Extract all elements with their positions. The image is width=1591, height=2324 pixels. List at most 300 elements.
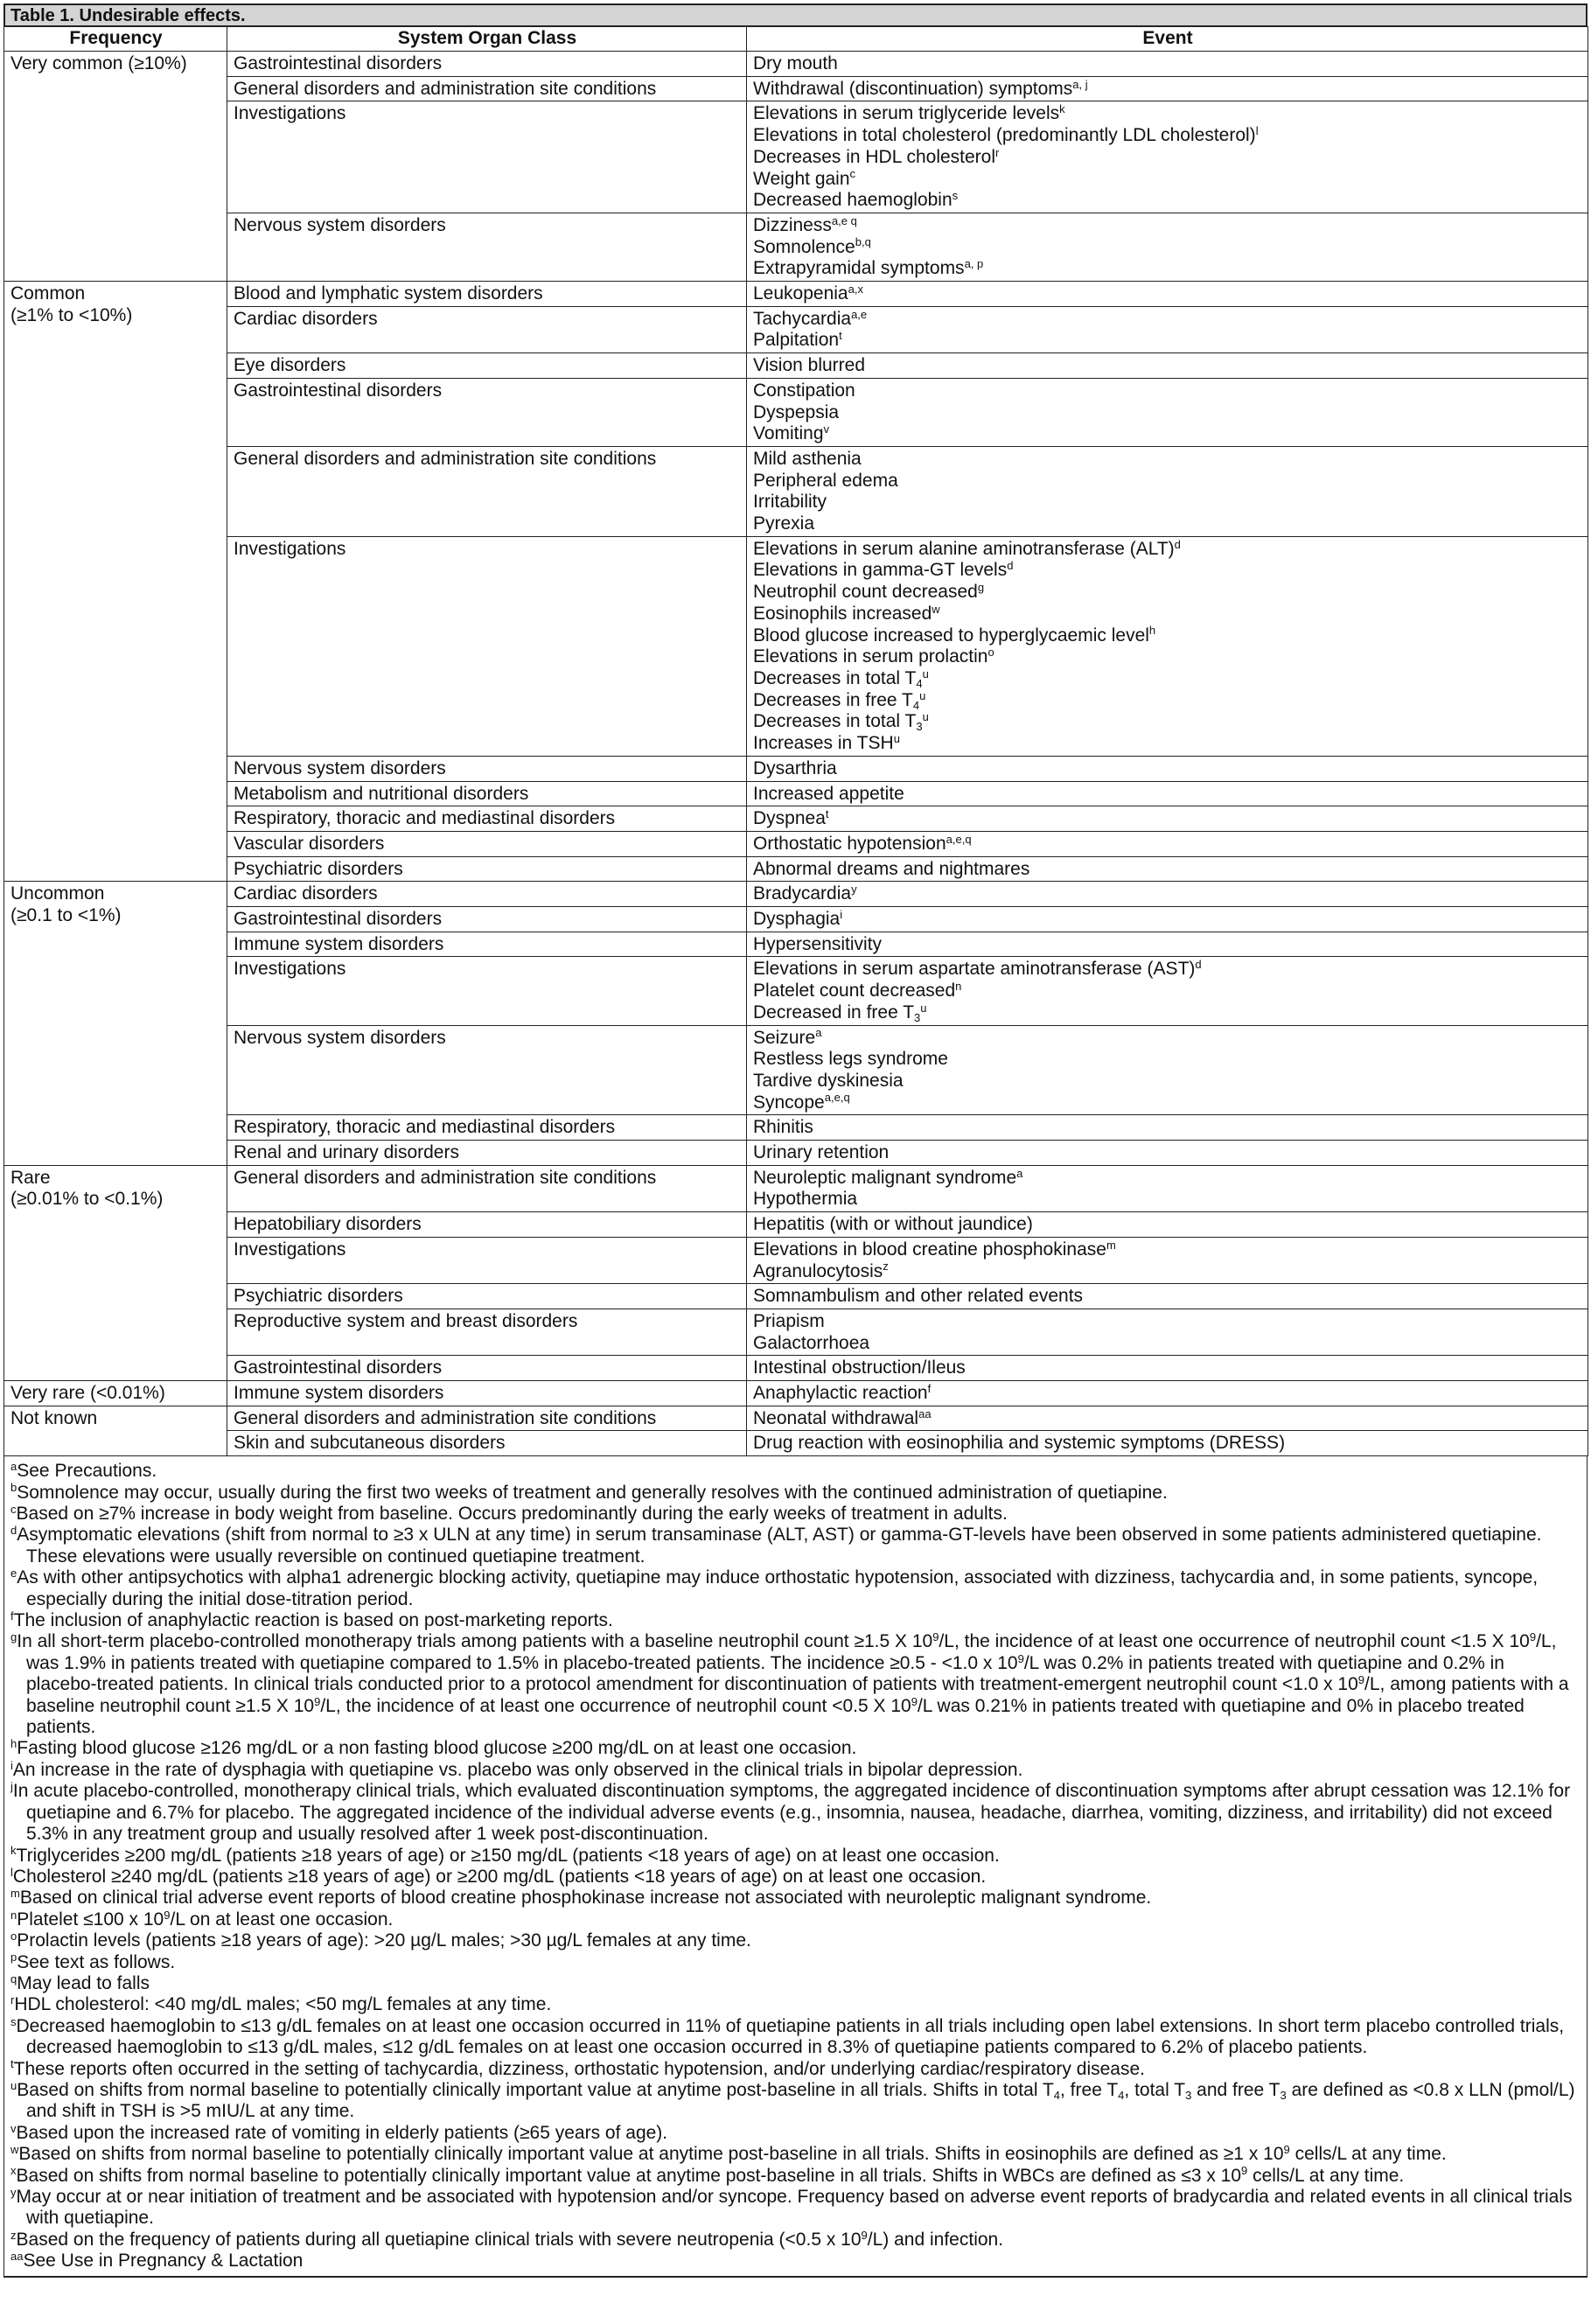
event-cell xyxy=(747,831,1588,856)
table-row xyxy=(4,1237,1588,1283)
footnote: $^z$Based on the frequency of patients during all quetiapine clinical trials with severe neutropenia (<0.5 x $10^9/L$) and infection. xyxy=(10,2228,1004,2250)
event-cell xyxy=(747,756,1588,781)
superscript: 9 xyxy=(911,1694,918,1708)
footnote: $^o$Prolactin levels (patients ≥18 years of age): >20 µg/L males; >30 µg/L females at any time. xyxy=(10,1929,751,1951)
table-row xyxy=(4,957,1588,1025)
event-item: Urinary retention xyxy=(753,1142,890,1163)
system-organ-class-label: Renal and urinary disorders xyxy=(234,1142,459,1163)
superscript: e xyxy=(10,1567,17,1581)
frequency-label: Uncommon xyxy=(10,883,105,904)
event-item: Platelet count decreased$^n$ xyxy=(753,979,962,1001)
event-item: Hepatitis (with or without jaundice) xyxy=(753,1214,1033,1235)
superscript: t xyxy=(825,807,829,821)
event-item: Increases in TSH$^u$ xyxy=(753,731,900,754)
superscript: u xyxy=(893,731,900,745)
frequency-cell xyxy=(4,1381,227,1406)
frequency-cell xyxy=(4,1165,227,1380)
system-organ-class-label: Respiratory, thoracic and mediastinal disorders xyxy=(234,808,616,829)
table-body xyxy=(4,52,1588,1456)
system-organ-class-label: Nervous system disorders xyxy=(234,757,446,778)
superscript: n xyxy=(10,1908,17,1922)
superscript: i xyxy=(10,1758,13,1772)
system-organ-class-cell xyxy=(227,213,747,281)
event-item: Dizziness$^{a,e q}$ xyxy=(753,213,857,235)
footnote: $^{aa}$See Use in Pregnancy & Lactation xyxy=(10,2250,304,2272)
table-row xyxy=(4,282,1588,307)
event-item: Dyspnea$^t$ xyxy=(753,807,829,829)
column-header-event: Event xyxy=(747,27,1588,52)
superscript: d xyxy=(1007,559,1014,573)
footnote: $^h$Fasting blood glucose ≥126 mg/dL or a non fasting blood glucose ≥200 mg/dL on at least one occasion. xyxy=(10,1737,857,1759)
table-row xyxy=(4,1115,1588,1141)
footnote: $^k$Triglycerides ≥200 mg/dL (patients ≥18 years of age) or ≥150 mg/dL (patients <18 years of age) on at least one occasion. xyxy=(10,1844,1000,1866)
superscript: m xyxy=(1106,1238,1116,1252)
event-item: Decreases in free $T_4^u$ xyxy=(753,688,926,712)
frequency-label: (≥1% to <10%) xyxy=(10,304,133,325)
undesirable-effects-table xyxy=(3,26,1588,1456)
system-organ-class-cell xyxy=(227,1406,747,1431)
event-cell xyxy=(747,957,1588,1025)
superscript: aa xyxy=(918,1406,932,1420)
superscript: s xyxy=(952,189,959,203)
superscript: z xyxy=(883,1260,889,1274)
event-item: Syncope$^{a,e,q}$ xyxy=(753,1091,850,1113)
system-organ-class-label: Gastrointestinal disorders xyxy=(234,380,443,401)
superscript: u xyxy=(922,666,929,680)
system-organ-class-label: Cardiac disorders xyxy=(234,308,378,329)
event-item: Vision blurred xyxy=(753,355,866,376)
event-cell xyxy=(747,1284,1588,1309)
frequency-cell xyxy=(4,1406,227,1455)
event-item: Blood glucose increased to hyperglycaemic level$^h$ xyxy=(753,624,1156,646)
frequency-label: (≥0.1 to <1%) xyxy=(10,905,122,926)
system-organ-class-cell xyxy=(227,907,747,932)
footnote: $^g$In all short-term placebo-controlled monotherapy trials among patients with a baseline neutrophil count ≥1.5 X $10^9/L$, the incidence of at least one occurrence of neutrophil count <1.5 X $10^9/L$, was 1.9% in patients treated with quetiapine compared to 1.5% in placebo-treated patients. The incidence ≥0.5 - <1.0 x $10^9/L$ was 0.2% in patients treated with quetiapine and 0.2% in placebo-treated patients. In clinical trials conducted prior to a protocol amendment for discontinuation of patients with treatment-emergent neutrophil count <1.0 x $10^9/L$, among patients with a baseline neutrophil count ≥1.5 X $10^9/L$, the incidence of at least one occurrence of neutrophil count <0.5 X $10^9/L$ was 0.21% in patients treated with quetiapine and 0% in placebo treated patients. xyxy=(10,1630,1569,1738)
event-cell xyxy=(747,1309,1588,1355)
subscript: 3 xyxy=(916,720,923,734)
superscript: d xyxy=(10,1524,17,1538)
superscript: i xyxy=(840,907,843,921)
table-row xyxy=(4,882,1588,907)
superscript: 9 xyxy=(314,1694,321,1708)
superscript: 9 xyxy=(1283,2143,1290,2157)
frequency-label: (≥0.01% to <0.1%) xyxy=(10,1189,164,1210)
table-row xyxy=(4,1284,1588,1309)
system-organ-class-label: General disorders and administration site conditions xyxy=(234,1407,657,1428)
system-organ-class-label: Nervous system disorders xyxy=(234,214,446,235)
footnote: $^l$Cholesterol ≥240 mg/dL (patients ≥18 years of age) or ≥200 mg/dL (patients <18 years of age) on at least one occasion. xyxy=(10,1865,987,1887)
event-cell xyxy=(747,1431,1588,1456)
system-organ-class-label: General disorders and administration site conditions xyxy=(234,1167,657,1188)
event-item: Decreased in free $T_3^u$ xyxy=(753,1001,927,1024)
superscript: a,e q xyxy=(831,213,857,227)
event-item: Hypothermia xyxy=(753,1189,858,1210)
frequency-label: Very common (≥10%) xyxy=(10,53,187,73)
document xyxy=(3,3,1588,2278)
frequency-label: Rare xyxy=(10,1167,51,1188)
frequency-cell xyxy=(4,282,227,882)
frequency-label: Not known xyxy=(10,1407,98,1428)
superscript: a,e,q xyxy=(824,1091,850,1105)
table-row xyxy=(4,446,1588,536)
subscript: 3 xyxy=(1280,2088,1287,2102)
event-item: Priapism xyxy=(753,1310,825,1331)
subscript: 3 xyxy=(1185,2088,1192,2102)
superscript: 9 xyxy=(861,2228,868,2242)
frequency-cell xyxy=(4,52,227,282)
superscript: f xyxy=(927,1381,932,1395)
superscript: j xyxy=(10,1780,13,1794)
frequency-cell xyxy=(4,882,227,1165)
event-cell xyxy=(747,1141,1588,1166)
event-item: Dyspepsia xyxy=(753,401,840,422)
footnote: $^w$Based on shifts from normal baseline to potentially clinically important value at anytime post-baseline in all trials. Shifts in eosinophils are defined as ≥1 x $10^9$ cells/L at any time. xyxy=(10,2143,1447,2165)
system-organ-class-label: Immune system disorders xyxy=(234,1383,444,1404)
superscript: c xyxy=(849,167,856,181)
system-organ-class-cell xyxy=(227,831,747,856)
superscript: r xyxy=(10,1993,15,2007)
superscript: y xyxy=(851,883,857,897)
system-organ-class-cell xyxy=(227,1431,747,1456)
superscript: b,q xyxy=(855,235,871,249)
system-organ-class-label: Gastrointestinal disorders xyxy=(234,53,443,73)
footnote: $^n$Platelet ≤100 x $10^9/L$ on at least one occasion. xyxy=(10,1908,394,1930)
table-row xyxy=(4,1025,1588,1115)
system-organ-class-cell xyxy=(227,1165,747,1211)
superscript: y xyxy=(10,2185,17,2199)
system-organ-class-cell xyxy=(227,282,747,307)
event-cell xyxy=(747,1356,1588,1381)
system-organ-class-cell xyxy=(227,446,747,536)
event-item: Drug reaction with eosinophilia and systemic symptoms (DRESS) xyxy=(753,1433,1286,1454)
superscript: t xyxy=(10,2057,14,2071)
system-organ-class-label: Psychiatric disorders xyxy=(234,858,403,879)
table-row xyxy=(4,378,1588,446)
system-organ-class-label: Reproductive system and breast disorders xyxy=(234,1310,578,1331)
event-item: Intestinal obstruction/Ileus xyxy=(753,1357,966,1378)
superscript: 9 xyxy=(932,1630,939,1644)
event-cell xyxy=(747,932,1588,957)
superscript: u xyxy=(10,2078,17,2092)
event-cell xyxy=(747,101,1588,213)
superscript: l xyxy=(1255,123,1259,137)
system-organ-class-cell xyxy=(227,378,747,446)
system-organ-class-label: Investigations xyxy=(234,1239,346,1260)
footnote: $^r$HDL cholesterol: <40 mg/dL males; <50 mg/L females at any time. xyxy=(10,1993,552,2015)
system-organ-class-label: Blood and lymphatic system disorders xyxy=(234,283,543,304)
footnote: $^f$The inclusion of anaphylactic reaction is based on post-marketing reports. xyxy=(10,1609,613,1631)
system-organ-class-cell xyxy=(227,1025,747,1115)
footnotes xyxy=(3,1456,1588,2277)
footnote: $^x$Based on shifts from normal baseline to potentially clinically important value at anytime post-baseline in all trials. Shifts in WBCs are defined as ≤3 x $10^9$ cells/L at any time. xyxy=(10,2164,1405,2186)
subscript: 4 xyxy=(912,698,920,712)
system-organ-class-label: Respiratory, thoracic and mediastinal disorders xyxy=(234,1117,616,1138)
system-organ-class-label: Investigations xyxy=(234,959,346,980)
event-cell xyxy=(747,282,1588,307)
event-item: Neonatal withdrawal$^{aa}$ xyxy=(753,1406,932,1428)
event-item: Extrapyramidal symptoms$^{a, p}$ xyxy=(753,257,984,279)
superscript: a xyxy=(10,1460,17,1474)
system-organ-class-label: Gastrointestinal disorders xyxy=(234,909,443,930)
event-item: Rhinitis xyxy=(753,1117,813,1138)
event-item: Dry mouth xyxy=(753,53,838,73)
event-cell xyxy=(747,1165,1588,1211)
superscript: 9 xyxy=(1017,1651,1024,1665)
footnote: $^t$These reports often occurred in the setting of tachycardia, dizziness, orthostatic hypotension, and/or underlying cardiac/respiratory disease. xyxy=(10,2057,1145,2079)
event-item: Seizure$^a$ xyxy=(753,1026,822,1048)
event-item: Orthostatic hypotension$^{a,e,q}$ xyxy=(753,832,972,854)
superscript: r xyxy=(995,145,1000,159)
superscript: 9 xyxy=(164,1908,171,1922)
system-organ-class-cell xyxy=(227,1141,747,1166)
event-item: Neuroleptic malignant syndrome$^a$ xyxy=(753,1166,1023,1188)
superscript: 9 xyxy=(1529,1630,1537,1644)
event-item: Elevations in blood creatine phosphokinase$^m$ xyxy=(753,1238,1116,1260)
table-row xyxy=(4,353,1588,379)
table-row xyxy=(4,306,1588,352)
event-cell xyxy=(747,76,1588,101)
superscript: w xyxy=(10,2143,19,2157)
system-organ-class-cell xyxy=(227,76,747,101)
system-organ-class-cell xyxy=(227,1381,747,1406)
footnote: $^p$See text as follows. xyxy=(10,1951,176,1972)
superscript: m xyxy=(10,1887,20,1901)
table-row xyxy=(4,213,1588,281)
system-organ-class-label: Hepatobiliary disorders xyxy=(234,1214,422,1235)
superscript: p xyxy=(10,1951,17,1965)
superscript: o xyxy=(10,1929,17,1943)
system-organ-class-cell xyxy=(227,1356,747,1381)
event-item: Tachycardia$^{a,e}$ xyxy=(753,307,868,329)
event-cell xyxy=(747,1115,1588,1141)
event-item: Pyrexia xyxy=(753,513,815,534)
system-organ-class-label: Metabolism and nutritional disorders xyxy=(234,783,529,804)
event-item: Elevations in serum aspartate aminotransferase (AST)$^d$ xyxy=(753,958,1202,980)
footnote: $^j$In acute placebo-controlled, monotherapy clinical trials, which evaluated discontinuation symptoms, the aggregated incidence of discontinuation symptoms after abrupt cessation was 12.1% for quetiapine and 6.7% for placebo. The aggregated incidence of the individual adverse events (e.g., insomnia, nausea, headache, diarrhea, vomiting, dizziness, and irritability) did not exceed 5.3% in any treatment group and usually resolved after 1 week post-discontinuation. xyxy=(10,1780,1571,1845)
footnote: $^b$Somnolence may occur, usually during the first two weeks of treatment and generally resolves with the continued administration of quetiapine. xyxy=(10,1481,1168,1503)
system-organ-class-cell xyxy=(227,52,747,77)
superscript: 9 xyxy=(1241,2164,1248,2178)
event-item: Restless legs syndrome xyxy=(753,1049,948,1070)
event-item: Elevations in serum triglyceride levels$^k$ xyxy=(753,102,1065,124)
superscript: f xyxy=(10,1609,14,1623)
system-organ-class-cell xyxy=(227,756,747,781)
event-item: Agranulocytosis$^z$ xyxy=(753,1260,889,1281)
event-cell xyxy=(747,1212,1588,1238)
event-cell xyxy=(747,52,1588,77)
footnote: $^c$Based on ≥7% increase in body weight from baseline. Occurs predominantly during the early weeks of treatment in adults. xyxy=(10,1502,1008,1524)
event-item: Withdrawal (discontinuation) symptoms$^{a, j}$ xyxy=(753,77,1088,99)
frequency-label: Common xyxy=(10,283,86,304)
system-organ-class-cell xyxy=(227,536,747,756)
event-item: Hypersensitivity xyxy=(753,933,883,954)
superscript: v xyxy=(823,422,830,436)
superscript: z xyxy=(10,2228,17,2242)
system-organ-class-cell xyxy=(227,1309,747,1355)
table-row xyxy=(4,101,1588,213)
superscript: d xyxy=(1174,537,1181,551)
column-header-system-organ-class: System Organ Class xyxy=(227,27,747,52)
system-organ-class-label: Vascular disorders xyxy=(234,833,385,854)
system-organ-class-cell xyxy=(227,306,747,352)
system-organ-class-label: Investigations xyxy=(234,103,346,124)
event-item: Peripheral edema xyxy=(753,470,898,491)
superscript: a, j xyxy=(1072,77,1088,91)
table-row xyxy=(4,907,1588,932)
event-item: Somnolence$^{b,q}$ xyxy=(753,235,871,257)
superscript: h xyxy=(1148,624,1156,638)
system-organ-class-label: Immune system disorders xyxy=(234,933,444,954)
event-cell xyxy=(747,306,1588,352)
footnote: $^s$Decreased haemoglobin to ≤13 g/dL females on at least one occasion occurred in 11% of quetiapine patients in all trials including open label extensions. In short term placebo controlled trials, decreased haemoglobin to ≤13 g/dL males, ≤12 g/dL females on at least one occasion occurred in 8.3% of quetiapine patients compared to 6.2% of placebo patients. xyxy=(10,2014,1565,2058)
system-organ-class-label: Psychiatric disorders xyxy=(234,1286,403,1307)
subscript: 3 xyxy=(914,1010,921,1024)
event-item: Bradycardia$^y$ xyxy=(753,883,857,904)
footnote: $^y$May occur at or near initiation of treatment and be associated with hypotension and/or syncope. Frequency based on adverse event reports of bradycardia and related events in all clinical trials with quetiapine. xyxy=(10,2185,1573,2229)
superscript: k xyxy=(10,1844,17,1858)
system-organ-class-label: Eye disorders xyxy=(234,355,346,376)
superscript: g xyxy=(977,581,985,595)
system-organ-class-cell xyxy=(227,806,747,832)
event-cell xyxy=(747,1237,1588,1283)
superscript: 9 xyxy=(1357,1673,1365,1687)
event-item: Elevations in gamma-GT levels$^d$ xyxy=(753,559,1014,581)
event-cell xyxy=(747,806,1588,832)
event-item: Mild asthenia xyxy=(753,448,862,469)
system-organ-class-label: General disorders and administration site conditions xyxy=(234,78,657,99)
event-cell xyxy=(747,1025,1588,1115)
superscript: t xyxy=(839,329,842,343)
system-organ-class-label: Cardiac disorders xyxy=(234,883,378,904)
table-caption: Table 1. Undesirable effects. xyxy=(3,3,1588,26)
event-cell xyxy=(747,781,1588,806)
event-item: Dysphagia$^i$ xyxy=(753,907,843,930)
superscript: k xyxy=(1059,102,1065,116)
superscript: c xyxy=(10,1502,17,1516)
superscript: a,x xyxy=(848,282,863,296)
footnote: $^v$Based upon the increased rate of vomiting in elderly patients (≥65 years of age). xyxy=(10,2121,668,2143)
table-row xyxy=(4,806,1588,832)
system-organ-class-label: Skin and subcutaneous disorders xyxy=(234,1433,506,1454)
event-item: Decreases in HDL cholesterol$^r$ xyxy=(753,145,1000,167)
footnote: $^i$An increase in the rate of dysphagia with quetiapine vs. placebo was only observed in the clinical trials in bipolar depression. xyxy=(10,1758,1023,1780)
frequency-label: Very rare (<0.01%) xyxy=(10,1383,165,1404)
system-organ-class-cell xyxy=(227,1115,747,1141)
event-cell xyxy=(747,213,1588,281)
table-row xyxy=(4,536,1588,756)
event-item: Neutrophil count decreased$^g$ xyxy=(753,581,985,603)
superscript: a,e,q xyxy=(946,832,972,846)
table-row xyxy=(4,1165,1588,1211)
event-item: Elevations in serum prolactin$^o$ xyxy=(753,646,994,667)
table-row xyxy=(4,1381,1588,1406)
table-row xyxy=(4,52,1588,77)
table-row xyxy=(4,1431,1588,1456)
superscript: d xyxy=(1195,958,1202,972)
event-cell xyxy=(747,1381,1588,1406)
event-item: Decreases in total $T_4^u$ xyxy=(753,666,929,690)
superscript: l xyxy=(10,1865,13,1879)
event-item: Decreased haemoglobin$^s$ xyxy=(753,189,959,211)
subscript: 4 xyxy=(916,676,923,690)
table-row xyxy=(4,76,1588,101)
system-organ-class-cell xyxy=(227,101,747,213)
table-row xyxy=(4,1406,1588,1431)
event-cell xyxy=(747,882,1588,907)
event-item: Abnormal dreams and nightmares xyxy=(753,858,1030,879)
footnote: $^d$Asymptomatic elevations (shift from normal to ≥3 x ULN at any time) in serum transaminase (ALT, AST) or gamma-GT-levels have been observed in some patients administered quetiapine. These elevations were usually reversible on continued quetiapine treatment. xyxy=(10,1524,1542,1567)
event-item: Eosinophils increased$^w$ xyxy=(753,602,940,624)
table-row xyxy=(4,831,1588,856)
header-row xyxy=(4,27,1588,52)
event-item: Elevations in total cholesterol (predominantly LDL cholesterol)$^l$ xyxy=(753,123,1259,146)
event-cell xyxy=(747,1406,1588,1431)
system-organ-class-label: Nervous system disorders xyxy=(234,1027,446,1048)
event-cell xyxy=(747,907,1588,932)
superscript: h xyxy=(10,1737,17,1751)
system-organ-class-label: Gastrointestinal disorders xyxy=(234,1357,443,1378)
superscript: o xyxy=(987,646,994,660)
superscript: u xyxy=(922,710,929,724)
system-organ-class-cell xyxy=(227,1237,747,1283)
footnote: $^u$Based on shifts from normal baseline to potentially clinically important value at anytime post-baseline in all trials. Shifts in total $T_4$, free $T_4$, total $T_3$ and free $T_3$ are defined as <0.8 x LLN (pmol/L) and shift in TSH is >5 mIU/L at any time. xyxy=(10,2078,1575,2122)
event-cell xyxy=(747,856,1588,882)
table-row xyxy=(4,781,1588,806)
table-row xyxy=(4,756,1588,781)
event-item: Galactorrhoea xyxy=(753,1332,870,1353)
table-row xyxy=(4,1356,1588,1381)
table-row xyxy=(4,1212,1588,1238)
superscript: b xyxy=(10,1481,17,1495)
superscript: s xyxy=(10,2014,17,2028)
system-organ-class-cell xyxy=(227,957,747,1025)
system-organ-class-cell xyxy=(227,1212,747,1238)
event-item: Leukopenia$^{a,x}$ xyxy=(753,282,863,304)
superscript: aa xyxy=(10,2250,24,2264)
system-organ-class-label: General disorders and administration site conditions xyxy=(234,448,657,469)
event-cell xyxy=(747,536,1588,756)
event-item: Weight gain$^c$ xyxy=(753,167,856,189)
event-item: Irritability xyxy=(753,492,827,513)
superscript: x xyxy=(10,2164,17,2178)
footnote: $^q$May lead to falls xyxy=(10,1972,150,1993)
subscript: 4 xyxy=(1118,2088,1125,2102)
superscript: a xyxy=(1016,1166,1023,1180)
event-cell xyxy=(747,353,1588,379)
superscript: q xyxy=(10,1972,17,1986)
table-row xyxy=(4,856,1588,882)
event-item: Constipation xyxy=(753,380,855,401)
footnote: $^m$Based on clinical trial adverse event reports of blood creatine phosphokinase increase not associated with neuroleptic malignant syndrome. xyxy=(10,1887,1152,1909)
footnote: $^e$As with other antipsychotics with alpha1 adrenergic blocking activity, quetiapine may induce orthostatic hypotension, associated with dizziness, tachycardia and, in some patients, syncope, especially during the initial dose-titration period. xyxy=(10,1567,1539,1609)
superscript: w xyxy=(932,602,940,616)
superscript: v xyxy=(10,2121,17,2135)
event-item: Dysarthria xyxy=(753,757,837,778)
footnote: $^a$See Precautions. xyxy=(10,1460,157,1482)
subscript: 4 xyxy=(1053,2088,1061,2102)
event-item: Somnambulism and other related events xyxy=(753,1286,1084,1307)
system-organ-class-cell xyxy=(227,932,747,957)
superscript: a,e xyxy=(851,307,868,321)
table-row xyxy=(4,1141,1588,1166)
event-cell xyxy=(747,446,1588,536)
event-item: Anaphylactic reaction$^f$ xyxy=(753,1381,932,1404)
table-row xyxy=(4,932,1588,957)
superscript: u xyxy=(920,1001,927,1015)
system-organ-class-cell xyxy=(227,353,747,379)
superscript: g xyxy=(10,1630,17,1644)
table-row xyxy=(4,1309,1588,1355)
